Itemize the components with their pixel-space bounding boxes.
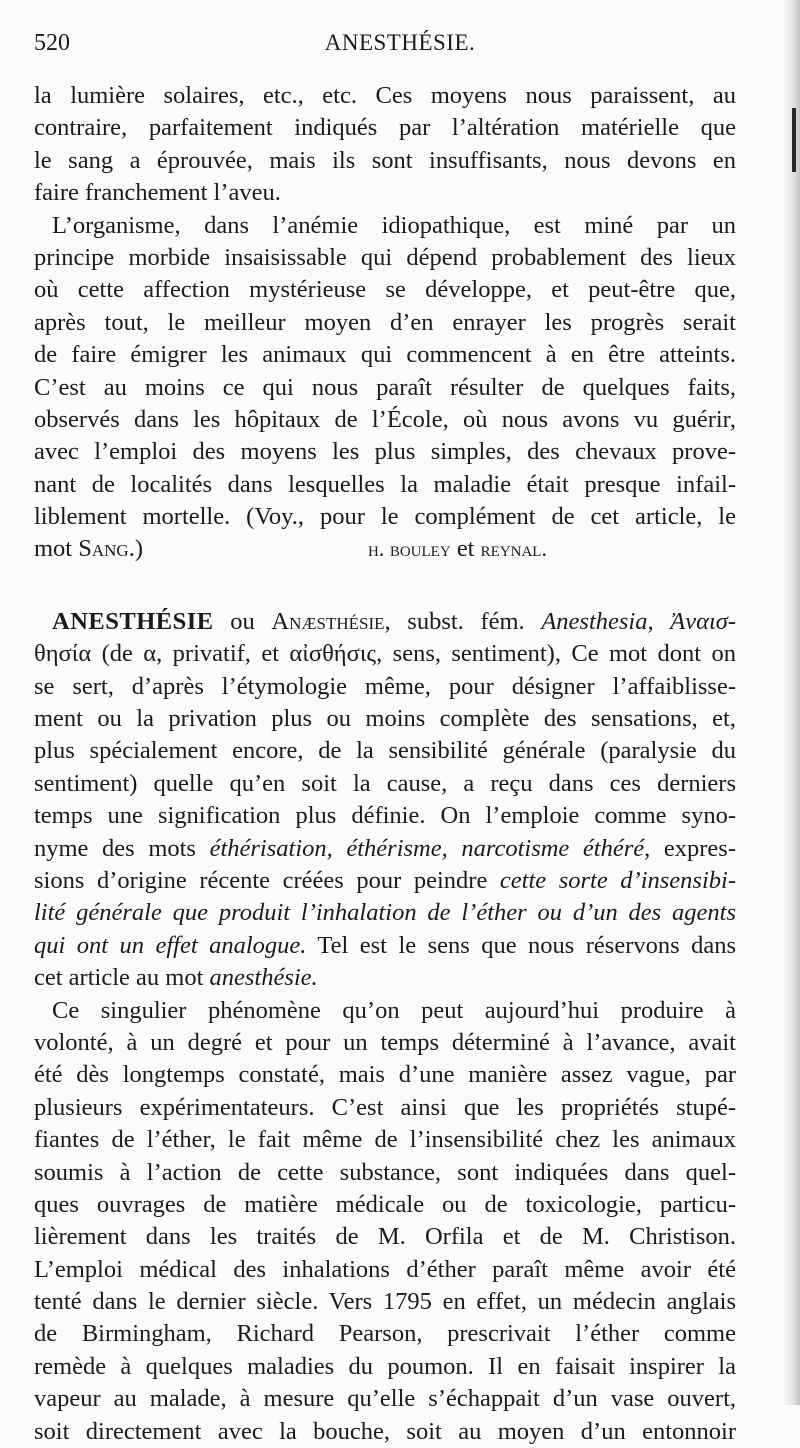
signature-line bbox=[34, 533, 736, 565]
text-fragment: nyme des mots bbox=[34, 834, 210, 862]
italic-text: éthérisation, éthérisme, narcotisme éthéré, bbox=[209, 834, 651, 862]
text-line: Ce singulier phénomène qu’on peut aujourd’hui produire à bbox=[52, 996, 736, 1024]
running-head: ANESTHÉSIE. bbox=[324, 30, 476, 55]
text-line: nant de localités dans lesquelles la maladie était presque infail- bbox=[34, 470, 736, 498]
body-text bbox=[34, 80, 736, 1448]
text-line: liblement mortelle. (Voy., pour le complément de cet article, le bbox=[34, 503, 736, 531]
text-line: observés dans les hôpitaux de l’École, où nous avons vu guérir, bbox=[34, 405, 736, 433]
text-line: θησία (de α, privatif, et αἰσθήσις, sens, sentiment), Ce mot dont on bbox=[34, 640, 736, 668]
text-line: temps une signification plus définie. On l’emploie comme syno- bbox=[34, 802, 736, 830]
greek-term: Ἀναισ- bbox=[653, 607, 737, 635]
text-line: de Birmingham, Richard Pearson, prescrivait l’éther comme bbox=[34, 1320, 736, 1348]
italic-text: cette sorte d’insensibi- bbox=[499, 866, 736, 894]
text-line: fiantes de l’éther, le fait même de l’insensibilité chez les animaux bbox=[34, 1126, 736, 1154]
text-line bbox=[34, 930, 736, 962]
text-line: tenté dans le dernier siècle. Vers 1795 en effet, un médecin anglais bbox=[34, 1288, 736, 1316]
text-line: se sert, d’après l’étymologie même, pour désigner l’affaiblisse- bbox=[34, 672, 736, 700]
text-line bbox=[34, 833, 736, 865]
text-fragment: ou bbox=[213, 607, 272, 635]
text-fragment: mot bbox=[34, 535, 79, 563]
text-line: où cette affection mystérieuse se développe, et peut-être que, bbox=[34, 276, 736, 304]
author-signature: reynal. bbox=[480, 536, 547, 562]
latin-term: Anesthesia, bbox=[541, 607, 654, 635]
cross-reference-word: Sang bbox=[78, 535, 129, 563]
text-line: contraire, parfaitement indiqués par l’altération matérielle que bbox=[34, 114, 736, 142]
text-line bbox=[34, 897, 736, 929]
author-signature: h. bouley bbox=[368, 536, 451, 562]
text-line: de faire émigrer les animaux qui commencent à en être atteints. bbox=[34, 341, 736, 369]
headword-variant: Anæsthésie bbox=[271, 607, 385, 635]
text-line: L’organisme, dans l’anémie idiopathique, est miné par un bbox=[52, 211, 736, 239]
text-line: après tout, le meilleur moyen d’en enrayer les progrès serait bbox=[34, 308, 736, 336]
italic-text: qui ont un effet analogue. bbox=[34, 931, 307, 959]
text-fragment: Tel est le sens que nous réservons dans bbox=[306, 931, 736, 959]
text-line: L’emploi médical des inhalations d’éther paraît même avoir été bbox=[34, 1255, 736, 1283]
page-number: 520 bbox=[34, 30, 70, 56]
text-line: soit directement avec la bouche, soit au moyen d’un entonnoir bbox=[34, 1417, 736, 1445]
text-line: été dès longtemps constaté, mais d’une manière assez vague, par bbox=[34, 1061, 736, 1089]
text-fragment: .) bbox=[128, 535, 144, 563]
text-line: ques ouvrages de matière médicale ou de toxicologie, particu- bbox=[34, 1190, 736, 1218]
italic-text: anesthésie. bbox=[209, 964, 318, 992]
text-line: le sang a éprouvée, mais ils sont insuffisants, nous devons en bbox=[34, 146, 736, 174]
text-line bbox=[34, 962, 736, 994]
italic-text: lité générale que produit l’inhalation de l’éther ou d’un des agents bbox=[34, 899, 736, 927]
text-fragment: sions d’origine récente créées pour peindre bbox=[34, 866, 500, 894]
text-line: C’est au moins ce qui nous paraît résulter de quelques faits, bbox=[34, 373, 736, 401]
text-line: plusieurs expérimentateurs. C’est ainsi que les propriétés stupé- bbox=[34, 1093, 736, 1121]
text-line: la lumière solaires, etc., etc. Ces moyens nous paraissent, au bbox=[34, 82, 736, 109]
text-fragment: cet article au mot bbox=[34, 964, 210, 992]
text-line: vapeur au malade, à mesure qu’elle s’échappait d’un vase ouvert, bbox=[34, 1385, 736, 1413]
text-fragment: , subst. fém. bbox=[384, 607, 542, 635]
edge-mark bbox=[792, 108, 796, 172]
text-line bbox=[34, 865, 736, 897]
text-line: principe morbide insaisissable qui dépend probablement des lieux bbox=[34, 243, 736, 271]
text-fragment: expres- bbox=[650, 834, 736, 862]
text-line: soumis à l’action de cette substance, sont indiquées dans quel- bbox=[34, 1158, 736, 1186]
text-line: sentiment) quelle qu’en soit la cause, a reçu dans ces derniers bbox=[34, 769, 736, 797]
article-heading-line bbox=[34, 606, 736, 638]
text-line: ment ou la privation plus ou moins complète des sensations, et, bbox=[34, 705, 736, 733]
text-line: volonté, à un degré et pour un temps déterminé à l’avance, avait bbox=[34, 1028, 736, 1056]
page-edge-shadow bbox=[782, 0, 800, 1405]
text-line: plus spécialement encore, de la sensibilité générale (paralysie du bbox=[34, 737, 736, 765]
text-line: avec l’emploi des moyens les plus simples, des chevaux prove- bbox=[34, 438, 736, 466]
text-line: remède à quelques maladies du poumon. Il en faisait inspirer la bbox=[34, 1352, 736, 1380]
article-headword: ANESTHÉSIE bbox=[52, 607, 214, 635]
text-line: lièrement dans les traités de M. Orfila et de M. Christison. bbox=[34, 1223, 736, 1251]
text-fragment: et bbox=[450, 535, 481, 563]
text-line: faire franchement l’aveu. bbox=[34, 179, 281, 207]
